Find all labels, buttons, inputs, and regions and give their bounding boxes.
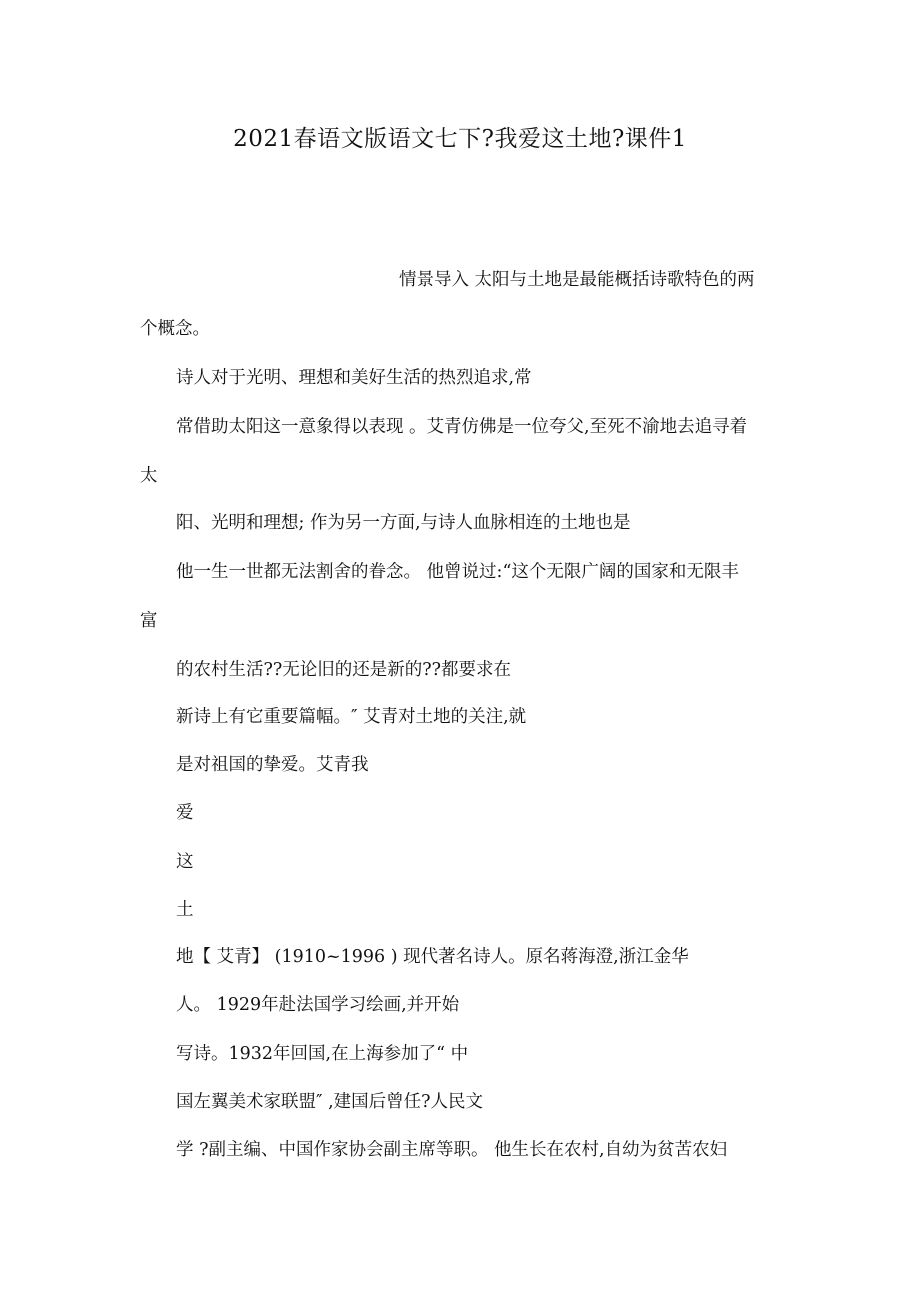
text-line-2: 个概念。	[140, 319, 210, 339]
text-line-16: 人。 1929年赴法国学习绘画,并开始	[176, 995, 460, 1015]
text-line-4: 常借助太阳这一意象得以表现 。艾青仿佛是一位夸父,至死不渝地去追寻着	[176, 417, 748, 437]
text-line-7: 他一生一世都无法割舍的眷念。 他曾说过:“这个无限广阔的国家和无限丰	[176, 562, 739, 582]
text-line-13: 这	[176, 852, 194, 872]
text-line-6: 阳、光明和理想; 作为另一方面,与诗人血脉相连的土地也是	[176, 513, 631, 533]
text-line-9: 的农村生活??无论旧的还是新的??都要求在	[176, 660, 512, 680]
text-line-14: 土	[176, 900, 194, 920]
text-line-12: 爱	[176, 803, 194, 823]
text-line-1: 情景导入 太阳与土地是最能概括诗歌特色的两	[399, 270, 755, 290]
document-title: 2021春语文版语文七下?我爱这土地?课件1	[233, 126, 687, 152]
text-line-5: 太	[140, 466, 158, 486]
text-line-10: 新诗上有它重要篇幅。″ 艾青对土地的关注,就	[176, 707, 527, 727]
text-line-15: 地【 艾青】 (1910~1996 ) 现代著名诗人。原名蒋海澄,浙江金华	[176, 947, 689, 967]
text-line-3: 诗人对于光明、理想和美好生活的热烈追求,常	[176, 368, 532, 388]
text-line-17: 写诗。1932年回国,在上海参加了“ 中	[176, 1044, 469, 1064]
text-line-18: 国左翼美术家联盟″ ,建国后曾任?人民文	[176, 1092, 484, 1112]
text-line-11: 是对祖国的挚爱。艾青我	[176, 755, 369, 775]
text-line-19: 学 ?副主编、中国作家协会副主席等职。 他生长在农村,自幼为贫苦农妇	[176, 1140, 728, 1160]
text-line-8: 富	[140, 611, 158, 631]
